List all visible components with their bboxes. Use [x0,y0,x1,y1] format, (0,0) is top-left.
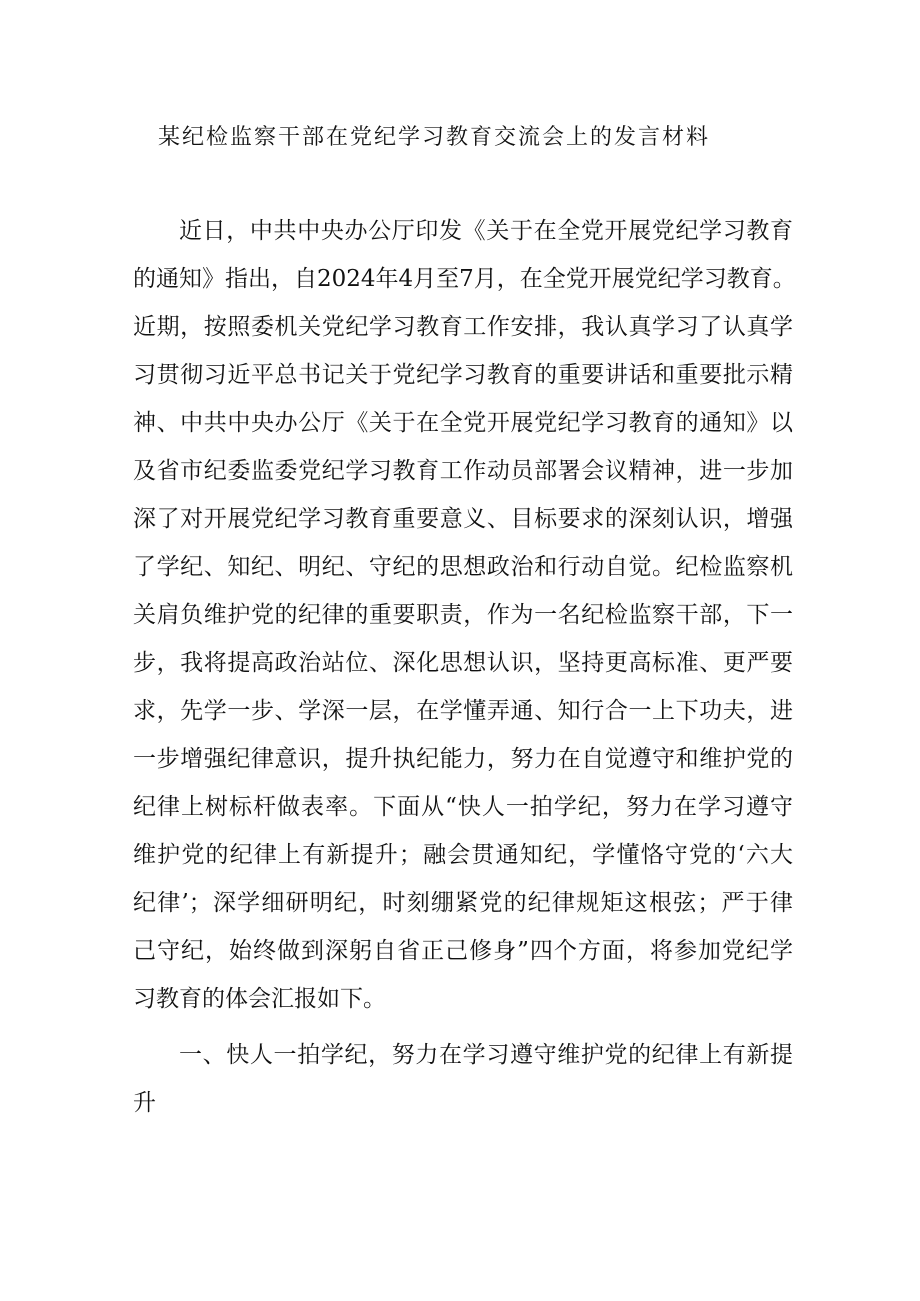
heading-line: 升 [133,1090,156,1116]
paragraph-line: 纪律’；深学细研明纪，时刻绷紧党的纪律规矩这根弦；严于律 [133,890,793,916]
paragraph-line: 及省市纪委监委党纪学习教育工作动员部署会议精神，进一步加 [133,458,793,484]
paragraph-line: 维护党的纪律上有新提升；融会贯通知纪，学懂恪守党的‘六大 [133,842,793,868]
paragraph-line: 步，我将提高政治站位、深化思想认识，坚持更高标准、更严要 [133,650,793,676]
paragraph-line: 的通知》指出，自2024年4月至7月，在全党开展党纪学习教育。 [133,266,796,292]
paragraph-line: 了学纪、知纪、明纪、守纪的思想政治和行动自觉。纪检监察机 [133,554,793,580]
intro-paragraph [133,207,796,1023]
paragraph-line: 己守纪，始终做到深躬自省正己修身”四个方面，将参加党纪学 [133,938,793,964]
section-heading-1 [133,1031,793,1127]
paragraph-line: 深了对开展党纪学习教育重要意义、目标要求的深刻认识，增强 [133,506,793,532]
document-title: 某纪检监察干部在党纪学习教育交流会上的发言材料 [158,125,711,150]
paragraph-line: 一步增强纪律意识，提升执纪能力，努力在自觉遵守和维护党的 [133,746,793,772]
paragraph-line: 习教育的体会汇报如下。 [133,986,386,1012]
paragraph-line: 关肩负维护党的纪律的重要职责，作为一名纪检监察干部，下一 [133,602,793,628]
heading-line: 一、快人一拍学纪，努力在学习遵守维护党的纪律上有新提 [179,1042,793,1068]
paragraph-line: 求，先学一步、学深一层，在学懂弄通、知行合一上下功夫，进 [133,698,793,724]
paragraph-line: 近期，按照委机关党纪学习教育工作安排，我认真学习了认真学 [133,314,793,340]
paragraph-line: 近日，中共中央办公厅印发《关于在全党开展党纪学习教育 [179,218,793,244]
paragraph-line: 纪律上树标杆做表率。下面从“快人一拍学纪，努力在学习遵守 [133,794,793,820]
paragraph-line: 神、中共中央办公厅《关于在全党开展党纪学习教育的通知》以 [133,410,793,436]
paragraph-line: 习贯彻习近平总书记关于党纪学习教育的重要讲话和重要批示精 [133,362,793,388]
